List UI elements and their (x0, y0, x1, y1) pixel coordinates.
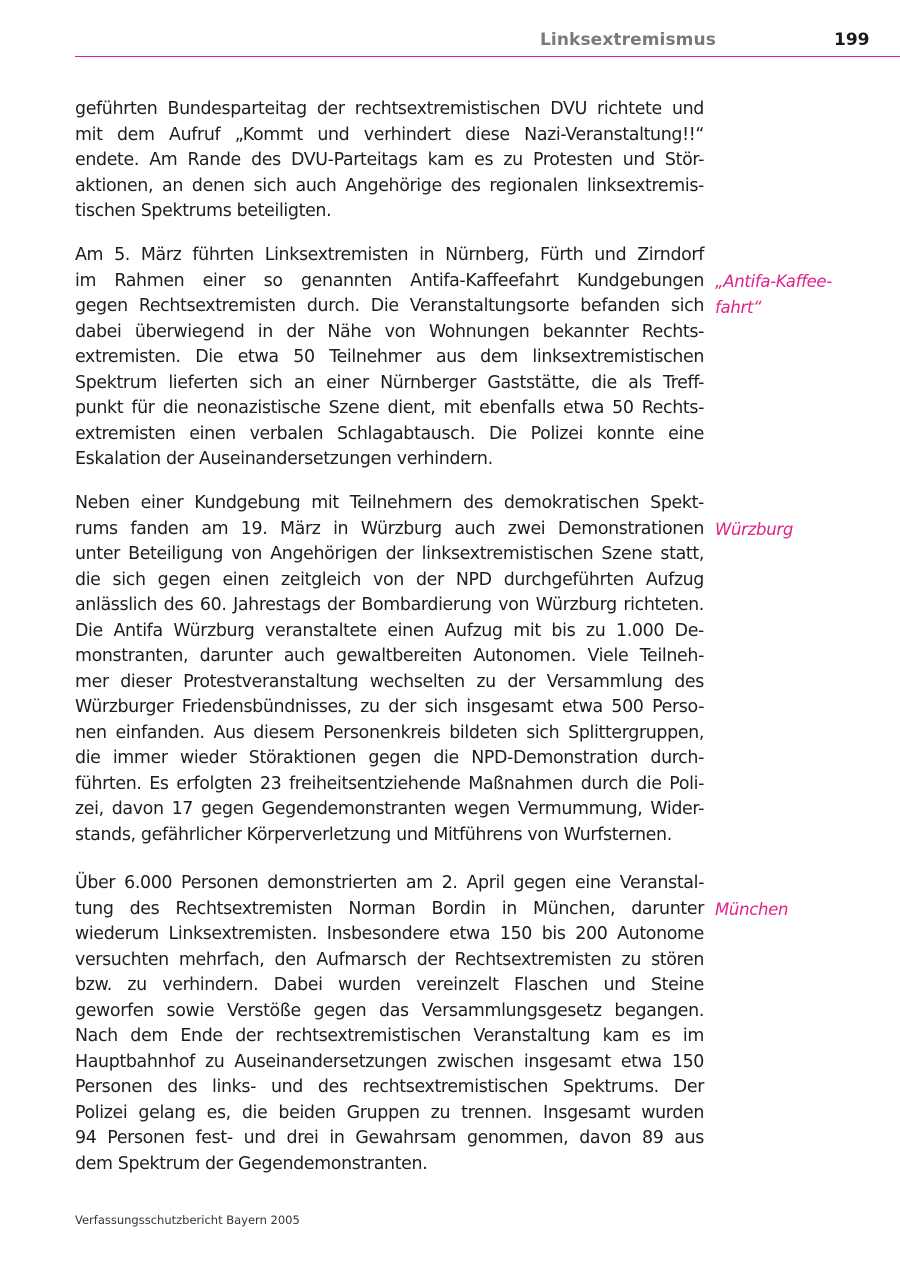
text-line: rums fanden am 19. März in Würzburg auch zwei Demonstrationen (75, 518, 704, 539)
text-line: bzw. zu verhindern. Dabei wurden vereinzelt Flaschen und Steine (75, 975, 704, 995)
running-header-title: Linksextremismus (540, 30, 716, 50)
text-line: im Rahmen einer so genannten Antifa-Kaffeefahrt Kundgebungen (75, 270, 704, 291)
text-line: extremisten einen verbalen Schlagabtausch. Die Polizei konnte eine (75, 423, 704, 444)
text-line: gegen Rechtsextremisten durch. Die Veranstaltungsorte befanden sich (75, 296, 704, 316)
text-line: tischen Spektrums beteiligten. (75, 201, 332, 221)
text-line: tung des Rechtsextremisten Norman Bordin in München, darunter (75, 898, 704, 919)
text-line: die immer wieder Störaktionen gegen die NPD-Demonstration durch- (75, 748, 704, 768)
text-line: extremisten. Die etwa 50 Teilnehmer aus dem linksextremistischen (75, 347, 704, 367)
text-line: Würzburger Friedensbündnisses, zu der sich insgesamt etwa 500 Perso- (75, 697, 704, 717)
text-line: Polizei gelang es, die beiden Gruppen zu trennen. Insgesamt wurden (75, 1102, 704, 1123)
paragraph-wuerzburg (75, 491, 704, 848)
text-line: 94 Personen fest- und drei in Gewahrsam genommen, davon 89 aus (75, 1128, 704, 1148)
text-line: geführten Bundesparteitag der rechtsextremistischen DVU richtete und (75, 99, 704, 119)
margin-note-wuerzburg (715, 517, 793, 543)
text-line: wiederum Linksextremisten. Insbesondere etwa 150 bis 200 Autonome (75, 924, 704, 944)
text-line: monstranten, darunter auch gewaltbereiten Autonomen. Viele Teilneh- (75, 646, 704, 666)
paragraph-antifa-kaffeefahrt (75, 243, 704, 473)
page-footer: Verfassungsschutzbericht Bayern 2005 (75, 1213, 300, 1227)
paragraph-muenchen (75, 871, 704, 1177)
text-line: anlässlich des 60. Jahrestags der Bombardierung von Würzburg richteten. (75, 595, 704, 615)
text-line: dabei überwiegend in der Nähe von Wohnungen bekannter Rechts- (75, 321, 704, 342)
text-line: zei, davon 17 gegen Gegendemonstranten wegen Vermummung, Wider- (75, 799, 704, 819)
header-rule-divider (75, 56, 900, 57)
text-line: Neben einer Kundgebung mit Teilnehmern des demokratischen Spekt- (75, 493, 704, 513)
text-line: stands, gefährlicher Körperverletzung und Mitführens von Wurfsternen. (75, 824, 672, 845)
page-number: 199 (834, 30, 870, 50)
margin-note-antifa-kaffeefahrt (715, 269, 832, 320)
text-line: versuchten mehrfach, den Aufmarsch der Rechtsextremisten zu stören (75, 949, 704, 970)
text-line: nen einfanden. Aus diesem Personenkreis bildeten sich Splittergruppen, (75, 722, 704, 743)
text-line: Die Antifa Würzburg veranstaltete einen Aufzug mit bis zu 1.000 De- (75, 620, 704, 641)
text-line: mer dieser Protestveranstaltung wechselten zu der Versammlung des (75, 671, 704, 692)
text-line: geworfen sowie Verstöße gegen das Versammlungsgesetz begangen. (75, 1000, 704, 1021)
text-line: Hauptbahnhof zu Auseinandersetzungen zwischen insgesamt etwa 150 (75, 1051, 704, 1072)
text-line: mit dem Aufruf „Kommt und verhindert diese Nazi-Veranstaltung!!“ (75, 124, 704, 145)
margin-note-muenchen (715, 897, 788, 923)
text-line: führten. Es erfolgten 23 freiheitsentziehende Maßnahmen durch die Poli- (75, 773, 704, 794)
text-line: aktionen, an denen sich auch Angehörige des regionalen linksextremis- (75, 175, 704, 196)
text-line: endete. Am Rande des DVU-Parteitags kam es zu Protesten und Stör- (75, 150, 704, 170)
text-line: Nach dem Ende der rechtsextremistischen Veranstaltung kam es im (75, 1026, 704, 1046)
paragraph-dvu-parteitag (75, 97, 704, 225)
text-line: Eskalation der Auseinandersetzungen verhindern. (75, 449, 493, 469)
margin-note-line: München (715, 900, 789, 919)
margin-note-line: Würzburg (715, 520, 794, 539)
text-line: die sich gegen einen zeitgleich von der NPD durchgeführten Aufzug (75, 569, 704, 590)
text-line: Personen des links- und des rechtsextremistischen Spektrums. Der (75, 1077, 704, 1097)
text-line: Am 5. März führten Linksextremisten in Nürnberg, Fürth und Zirndorf (75, 245, 704, 265)
text-line: Über 6.000 Personen demonstrierten am 2. April gegen eine Veranstal- (75, 873, 704, 893)
margin-note-line: „Antifa-Kaffee- (715, 272, 832, 291)
text-line: unter Beteiligung von Angehörigen der linksextremistischen Szene statt, (75, 544, 704, 564)
text-line: dem Spektrum der Gegendemonstranten. (75, 1153, 428, 1174)
text-line: punkt für die neonazistische Szene dient, mit ebenfalls etwa 50 Rechts- (75, 398, 704, 418)
margin-note-line: fahrt“ (715, 297, 762, 317)
text-line: Spektrum lieferten sich an einer Nürnberger Gaststätte, die als Treff- (75, 372, 704, 393)
